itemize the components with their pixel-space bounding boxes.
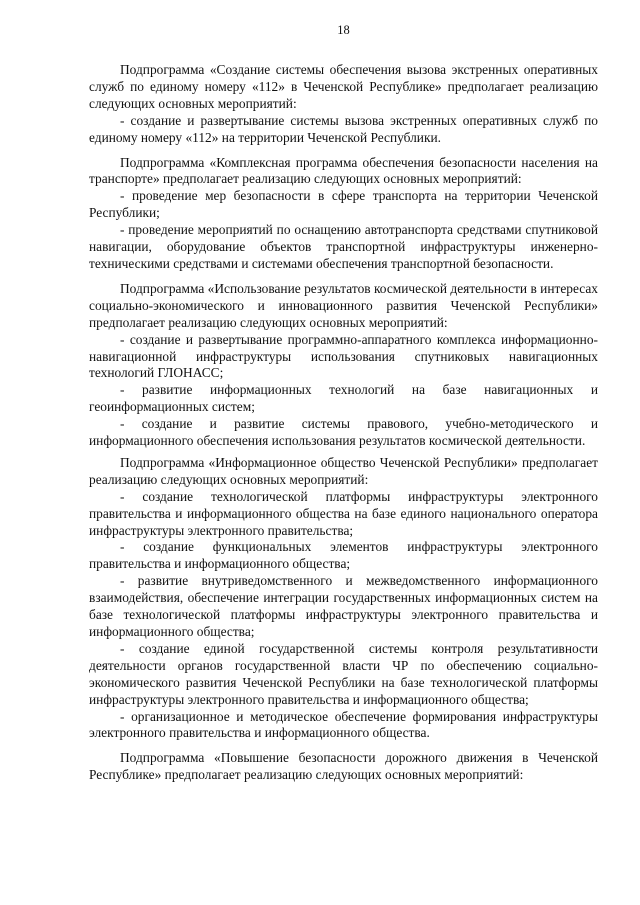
subprogram-information-society-intro: Подпрограмма «Информационное общество Чеченской Республики» предполагает реализацию следующих основных мероприятий:: [89, 454, 598, 487]
list-item: - развитие информационных технологий на базе навигационных и геоинформационных систем;: [89, 382, 598, 415]
list-item: - создание технологической платформы инфраструктуры электронного правительства и информационного общества на базе единого национального оператора инфраструктуры электронного правительства;: [89, 488, 598, 538]
document-body: [89, 62, 598, 784]
list-item: - развитие внутриведомственного и межведомственного информационного взаимодействия, обеспечение интеграции государственных информационных систем на базе технологической платформы инфраструктуры электронного правительства и информационного общества;: [89, 573, 598, 639]
list-item: - проведение мероприятий по оснащению автотранспорта средствами спутниковой навигации, оборудование объектов транспортной инфраструктуры инженерно-техническими средствами и системами обеспечения транспортной безопасности.: [89, 222, 598, 271]
list-item: - создание и развертывание программно-аппаратного комплекса информационно-навигационной инфраструктуры использования спутниковых навигационных технологий ГЛОНАСС;: [89, 331, 598, 381]
subprogram-road-safety-intro: Подпрограмма «Повышение безопасности дорожного движения в Чеченской Республике» предполагает реализацию следующих основных мероприятий:: [89, 750, 598, 783]
list-item: - создание и развитие системы правового, учебно-методического и информационного обеспечения использования результатов космической деятельности.: [89, 416, 598, 449]
list-item: - создание единой государственной системы контроля результативности деятельности органов государственной власти ЧР по обеспечению социально-экономического развития Чеченской Республики на базе технологической платформы инфраструктуры электронного правительства и информационного общества;: [89, 640, 598, 707]
subprogram-transport-safety-intro: Подпрограмма «Комплексная программа обеспечения безопасности населения на транспорте» предполагает реализацию следующих основных мероприятий:: [89, 154, 598, 187]
subprogram-112-intro: Подпрограмма «Создание системы обеспечения вызова экстренных оперативных служб по единому номеру «112» в Чеченской Республике» предполагает реализацию следующих основных мероприятий:: [89, 62, 598, 111]
page-number: 18: [337, 23, 350, 37]
list-item: - создание и развертывание системы вызова экстренных оперативных служб по единому номеру «112» на территории Чеченской Республики.: [89, 112, 598, 145]
list-item: - проведение мер безопасности в сфере транспорта на территории Чеченской Республики;: [89, 188, 598, 221]
list-item: - создание функциональных элементов инфраструктуры электронного правительства и информационного общества;: [89, 539, 598, 572]
list-item: - организационное и методическое обеспечение формирования инфраструктуры электронного правительства и информационного общества.: [89, 708, 598, 741]
subprogram-space-activity-intro: Подпрограмма «Использование результатов космической деятельности в интересах социально-экономического и инновационного развития Чеченской Республики» предполагает реализацию следующих основных мероприятий:: [89, 280, 598, 330]
